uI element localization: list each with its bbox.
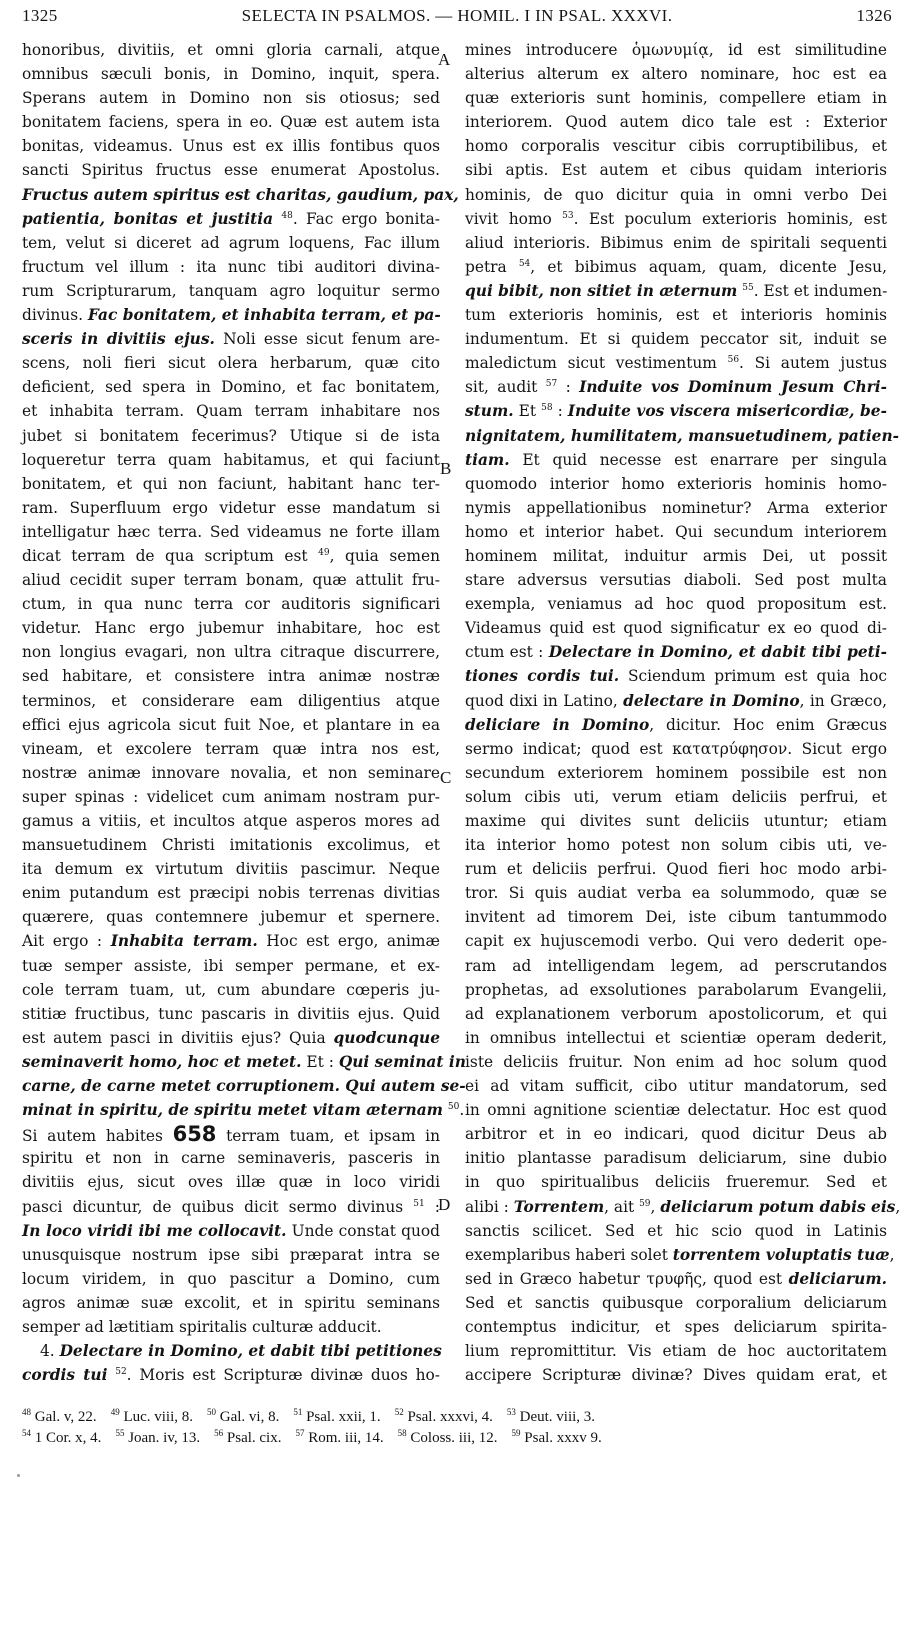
left-column-line: unusquisque nostrum ipse sibi præparat intra se (22, 1245, 440, 1264)
right-column-line: solum cibis uti, verum etiam deliciis perfrui, et (465, 787, 887, 806)
right-column-line: sit, audit $^{57}$ : Induite vos Dominum Jesum Chri- (465, 378, 887, 397)
right-column-line: homo et interior habet. Qui secundum interiorem (465, 522, 887, 541)
right-column-line: Videamus quid est quod significatur ex eo quod di- (465, 619, 887, 638)
footnote-entry: $^{58}$ Coloss. iii, 12. (397, 1428, 498, 1446)
right-column-line: tiam. Et quid necesse est enarrare per singula (465, 450, 887, 469)
left-column-line: deficient, sed spera in Domino, et fac bonitatem, (22, 378, 440, 397)
right-column-line: secundum exteriorem hominem possibile est non (465, 763, 887, 782)
footnote-entry: $^{48}$ Gal. v, 22. (22, 1407, 97, 1425)
section-marker-d: D (438, 1195, 451, 1214)
right-column-line: aliud interioris. Bibimus enim de spiritali sequenti (465, 233, 887, 252)
left-column-line: cole terram tuam, ut, cum abundare cœperis ju- (22, 980, 440, 999)
right-column-line: ctum est : Delectare in Domino, et dabit tibi peti- (465, 643, 887, 662)
right-column-line: capit ex hujuscemodi verbo. Qui vero dederit ope- (465, 932, 887, 951)
right-column-line: indumentum. Et si quidem peccator sit, induit se (465, 330, 887, 349)
right-column-line: arbitror et in eo indicari, quod dicitur Deus ab (465, 1125, 887, 1144)
right-column-line: deliciare in Domino, dicitur. Hoc enim Græcus (465, 715, 887, 734)
left-column-line: ctum, in qua nunc terra cor auditoris significari (22, 595, 440, 614)
left-column-line: spiritu et non in carne seminaveris, pasceris in (22, 1149, 440, 1168)
left-column-line: videtur. Hanc ergo jubemur inhabitare, hoc est (22, 619, 440, 638)
left-column-line: patientia, bonitas et justitia $^{48}$. Fac ergo bonita- (22, 209, 440, 228)
left-page-number: 1325 (22, 6, 58, 25)
footnote-entry: $^{53}$ Deut. viii, 3. (506, 1407, 596, 1425)
footnote-entry: $^{57}$ Rom. iii, 14. (295, 1428, 384, 1446)
right-column-line: alibi : Torrentem, ait $^{59}$, deliciarum potum dabis eis, (465, 1197, 901, 1216)
print-speck (17, 1474, 20, 1477)
left-column-line: rum Scripturarum, tanquam agro loquitur sermo (22, 281, 440, 300)
left-column-line: aliud cecidit super terram bonam, quæ attulit fru- (22, 571, 440, 590)
right-column-line: sermo indicat; quod est κατατρύφησον. Sicut ergo (465, 739, 887, 758)
left-column-line: stitiæ fructibus, tunc pascaris in divitiis ejus. Quid (22, 1004, 440, 1023)
section-marker-a: A (438, 50, 451, 69)
right-column-line: in omni agnitione scientiæ delectatur. Hoc est quod (465, 1101, 887, 1120)
left-column-line: sceris in divitiis ejus. Noli esse sicut fenum are- (22, 330, 441, 349)
left-column-line: terminos, et considerare eam diligentius atque (22, 691, 440, 710)
left-column-line: nostræ animæ innovare novalia, et non seminare (22, 763, 440, 782)
left-column-line: divinus. Fac bonitatem, et inhabita terram, et pa- (22, 306, 441, 325)
footnote-entry: $^{50}$ Gal. vi, 8. (207, 1407, 280, 1425)
left-column-line: honoribus, divitiis, et omni gloria carnali, atque (22, 41, 440, 59)
left-column-line: dicat terram de qua scriptum est $^{49}$, quia semen (22, 546, 440, 565)
right-column-line: quod dixi in Latino, delectare in Domino, in Græco, (465, 691, 887, 710)
right-page-number: 1326 (856, 6, 892, 25)
left-column-line: non longius evagari, non ultra citraque discurrere, (22, 643, 440, 662)
left-column-line: Si autem habites 658 terram tuam, et ipsam in (22, 1122, 440, 1147)
left-column-line: super spinas : videlicet cum animam nostram pur- (22, 787, 440, 806)
left-column-line: sancti Spiritus fructus esse enumerat Apostolus. (22, 161, 440, 180)
footnote-line-2 (22, 1428, 892, 1449)
left-column-line: Fructus autem spiritus est charitas, gaudium, pax, (22, 185, 459, 204)
right-column-line: interiorem. Quod autem dico tale est : Exterior (465, 113, 887, 132)
right-column-line: prophetas, ad exsolutiones parabolarum Evangelii, (465, 980, 887, 999)
left-column-line: loqueretur terra quam habitamus, et qui faciunt (22, 450, 440, 469)
left-column-line: scens, noli fieri sicut olera herbarum, quæ cito (22, 354, 440, 373)
left-column-line: jubet si bonitatem fecerimus? Utique si de ista (22, 426, 440, 445)
right-column-line: stum. Et $^{58}$ : Induite vos viscera misericordiæ, be- (465, 402, 887, 421)
left-column-line: pasci dicuntur, de quibus dicit sermo divinus $^{51}$ : (22, 1197, 440, 1216)
left-column-line: bonitatem faciens, spera in eo. Quæ est autem ista (22, 113, 440, 132)
left-column-line: bonitas, videamus. Unus est ex illis fontibus quos (22, 137, 440, 156)
running-header (22, 6, 892, 30)
right-column-line: qui bibit, non sitiet in æternum $^{55}$. Est et indumen- (465, 281, 888, 300)
left-column-line: mansuetudinem Christi imitationis excolimus, et (22, 836, 440, 855)
footnote-entry: $^{52}$ Psal. xxxvi, 4. (394, 1407, 493, 1425)
right-column-line: exemplaribus haberi solet torrentem voluptatis tuæ, (465, 1245, 895, 1264)
left-column-line: Sperans autem in Domino non sis otiosus; sed (22, 89, 440, 108)
left-column-line: locum viridem, in quo pascitur a Domino, cum (22, 1269, 440, 1288)
left-column-line: et inhabita terram. Quam terram inhabitare nos (22, 402, 440, 421)
right-column-line: nymis appellationibus nominetur? Arma exterior (465, 498, 887, 517)
right-column-line: vivit homo $^{53}$. Est poculum exterioris hominis, est (465, 209, 887, 228)
left-column-line: gamus a vitiis, et incultos atque asperos mores ad (22, 812, 440, 830)
left-column-line: carne, de carne metet corruptionem. Qui autem se- (22, 1077, 466, 1096)
left-column-line: effici ejus agricola sicut fuit Noe, et plantare in ea (22, 715, 440, 734)
right-column-line: sanctis scilicet. Sed et hic scio quod in Latinis (465, 1221, 887, 1240)
left-column-line: omnibus sæculi bonis, in Domino, inquit, spera. (22, 65, 440, 84)
left-column-line: tem, velut si diceret ad agrum loquens, Fac illum (22, 233, 440, 252)
left-column-line: est autem pasci in divitiis ejus? Quia quodcunque (22, 1028, 440, 1047)
footnote-line-1 (22, 1407, 892, 1428)
left-column-line: ita demum ex virtutum divitiis pascimur. Neque (22, 860, 440, 879)
right-column-line: hominis, de quo dicitur quia in omni verbo Dei (465, 185, 887, 204)
right-column-line: lium repromittitur. Vis etiam de hoc auctoritatem (465, 1342, 887, 1361)
left-column-line: sed habitare, et consistere intra animæ nostræ (22, 667, 440, 686)
right-column-line: stare adversus versutias diaboli. Sed post multa (465, 571, 887, 590)
left-column-line: minat in spiritu, de spiritu metet vitam æternam $^{50}$. (22, 1101, 465, 1120)
right-column-line: hominem militat, induitur armis Dei, ut possit (465, 546, 887, 565)
running-title: SELECTA IN PSALMOS. — HOMIL. I IN PSAL. XXXVI. (241, 6, 673, 25)
right-column-line: petra $^{54}$, et bibimus aquam, quam, dicente Jesu, (465, 257, 887, 276)
left-column-line: ram. Superfluum ergo videtur esse mandatum si (22, 498, 440, 517)
right-column-line: Sed et sanctis quibusque corporalium deliciarum (465, 1293, 887, 1312)
left-column-line: cordis tui $^{52}$. Moris est Scripturæ divinæ duos ho- (22, 1366, 440, 1385)
right-column-line: quæ exterioris sunt hominis, compellere etiam in (465, 89, 887, 108)
section-marker-b: B (440, 459, 452, 478)
left-column-line: semper ad lætitiam spiritalis culturæ adducit. (22, 1317, 382, 1336)
left-column-line: enim putandum est præcipi nobis terrenas divitias (22, 884, 440, 903)
left-column-line: tuæ semper assiste, ibi semper permane, et ex- (22, 956, 440, 975)
right-column-line: quomodo interior homo exterioris hominis homo- (465, 474, 887, 493)
left-column-line: intelligatur hæc terra. Sed videamus ne forte illam (22, 522, 440, 541)
right-column-line: iste deliciis fruitur. Non enim ad hoc solum quod (465, 1052, 887, 1071)
right-column-line: initio plantasse paradisum deliciarum, sine dubio (465, 1149, 887, 1168)
left-column-line: vineam, et excolere terram quæ intra nos est, (22, 739, 440, 758)
right-column-line: alterius alterum ex altero nominare, hoc est ea (465, 65, 887, 84)
right-column-line: tror. Si quis audiat verba ea solummodo, quæ se (465, 884, 887, 903)
footnote-entry: $^{49}$ Luc. viii, 8. (110, 1407, 194, 1425)
right-column-line: sed in Græco habetur τρυφῆς, quod est deliciarum. (465, 1269, 887, 1288)
right-column-line: rum et deliciis perfrui. Quod fieri hoc modo arbi- (465, 860, 887, 879)
footnote-entry: $^{55}$ Joan. iv, 13. (115, 1428, 201, 1446)
left-column-line: seminaverit homo, hoc et metet. Et : Qui seminat in (22, 1052, 466, 1071)
left-column-line: 4. Delectare in Domino, et dabit tibi petitiones (40, 1342, 442, 1361)
footnote-entry: $^{56}$ Psal. cix. (214, 1428, 282, 1446)
right-column-line: tiones cordis tui. Sciendum primum est quia hoc (465, 667, 887, 686)
right-column-line: contemptus indicitur, et spes deliciarum spirita- (465, 1317, 887, 1336)
right-column-line: ram ad intelligendam legem, ad perscrutandos (465, 956, 887, 975)
footnote-entry: $^{51}$ Psal. xxii, 1. (293, 1407, 381, 1425)
left-column-line: fructum vel illum : ita nunc tibi auditori divina- (22, 257, 440, 276)
right-column-line: homo corporalis vescitur cibis corruptibilibus, et (465, 137, 887, 156)
left-column-line: In loco viridi ibi me collocavit. Unde constat quod (22, 1221, 440, 1240)
left-column-line: agros animæ suæ excolit, et in spiritu seminans (22, 1293, 440, 1312)
left-column-line: bonitatem, et qui non faciunt, habitant hanc ter- (22, 474, 440, 493)
right-column-line: tum exterioris hominis, est et interioris hominis (465, 306, 887, 325)
left-column-line: quærere, quas contemnere jubemur et spernere. (22, 908, 440, 927)
right-column-line: sibi aptis. Est autem et cibus quidam interioris (465, 161, 887, 180)
right-column-line: ei ad vitam sufficit, cibo utitur mandatorum, sed (465, 1077, 887, 1096)
right-column-line: invitent ad timorem Dei, iste cibum tantummodo (465, 908, 887, 927)
right-column-line: exempla, veniamus ad hoc quod propositum est. (465, 595, 887, 614)
right-column-line: mines introducere ὁμωνυμίᾳ, id est similitudine (465, 41, 887, 59)
right-column-line: in quo spiritualibus deliciis frueremur. Sed et (465, 1173, 887, 1192)
right-column-line: maxime qui divites sunt deliciis utuntur; etiam (465, 812, 887, 830)
right-column-line: nignitatem, humilitatem, mansuetudinem, patien- (465, 426, 900, 445)
footnote-entry: $^{59}$ Psal. xxxv 9. (511, 1428, 602, 1446)
right-column-line: ad explanationem verborum apostolicorum, et qui (465, 1004, 887, 1023)
footnote-entry: $^{54}$ 1 Cor. x, 4. (22, 1428, 102, 1446)
left-column-line: divitiis ejus, sicut oves illæ quæ in loco viridi (22, 1173, 440, 1192)
section-marker-c: C (440, 768, 452, 787)
right-column-line: accipere Scripturæ divinæ? Dives quidam erat, et (465, 1366, 887, 1385)
left-column-line: Ait ergo : Inhabita terram. Hoc est ergo, animæ (22, 932, 440, 951)
right-column-line: maledictum sicut vestimentum $^{56}$. Si autem justus (465, 354, 888, 373)
right-column-line: in omnibus intellectui et scientiæ operam dederit, (465, 1028, 887, 1047)
footnotes (22, 1407, 892, 1449)
right-column-line: ita interior homo potest non solum cibis uti, ve- (465, 836, 887, 855)
